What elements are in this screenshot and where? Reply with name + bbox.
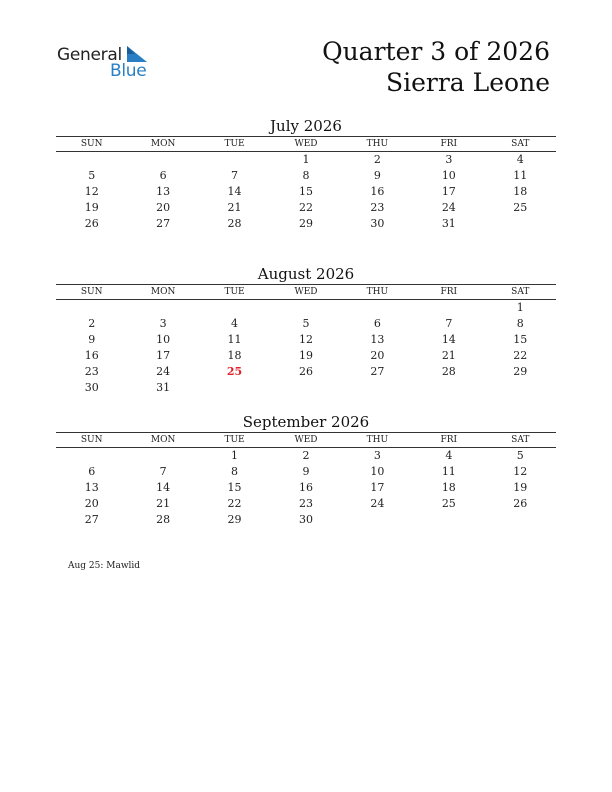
day-cell: 31	[156, 381, 171, 394]
day-cell: 27	[84, 513, 99, 526]
weekday-header: TUE	[199, 137, 270, 152]
day-cell: 18	[513, 185, 528, 198]
day-cell: 21	[227, 201, 242, 214]
weekday-header: SAT	[485, 433, 556, 448]
empty-day-cell	[485, 216, 556, 232]
day-cell: 26	[513, 497, 528, 510]
week-row	[56, 496, 556, 512]
empty-day-cell	[199, 300, 270, 317]
week-row	[56, 332, 556, 348]
empty-day-cell	[270, 300, 341, 317]
weekday-header-row	[56, 137, 556, 152]
day-cell: 22	[298, 201, 313, 214]
day-cell: 13	[156, 185, 171, 198]
day-cell: 27	[370, 365, 385, 378]
empty-day-cell	[413, 300, 484, 317]
day-cell: 18	[441, 481, 456, 494]
week-row	[56, 168, 556, 184]
weekday-header: THU	[342, 137, 413, 152]
weekday-header: FRI	[413, 137, 484, 152]
day-cell: 9	[373, 169, 381, 182]
empty-day-cell	[485, 380, 556, 396]
empty-day-cell	[127, 448, 198, 465]
weekday-header-row	[56, 285, 556, 300]
day-cell: 20	[84, 497, 99, 510]
day-cell: 23	[298, 497, 313, 510]
day-cell: 4	[516, 153, 524, 166]
day-cell: 29	[227, 513, 242, 526]
week-row	[56, 512, 556, 528]
day-cell: 16	[84, 349, 99, 362]
week-row	[56, 216, 556, 232]
weekday-header: SAT	[485, 137, 556, 152]
week-row	[56, 380, 556, 396]
day-cell: 24	[370, 497, 385, 510]
month-title: September 2026	[242, 413, 370, 431]
weekday-header: TUE	[199, 285, 270, 300]
day-cell: 8	[302, 169, 310, 182]
day-cell: 23	[84, 365, 99, 378]
day-cell: 20	[156, 201, 171, 214]
empty-day-cell	[56, 448, 127, 465]
month-block-august	[56, 265, 556, 396]
empty-day-cell	[342, 512, 413, 528]
day-cell: 17	[370, 481, 385, 494]
empty-day-cell	[342, 300, 413, 317]
empty-day-cell	[342, 380, 413, 396]
day-cell: 29	[513, 365, 528, 378]
day-cell: 23	[370, 201, 385, 214]
day-cell: 5	[88, 169, 96, 182]
day-cell: 26	[84, 217, 99, 230]
holiday-notes	[68, 560, 140, 572]
week-row	[56, 448, 556, 465]
month-calendar-table	[56, 432, 556, 528]
day-cell: 24	[156, 365, 171, 378]
day-cell: 19	[298, 349, 313, 362]
day-cell: 5	[516, 449, 524, 462]
empty-day-cell	[56, 300, 127, 317]
week-row	[56, 152, 556, 169]
day-cell: 31	[441, 217, 456, 230]
day-cell: 21	[156, 497, 171, 510]
weekday-header: FRI	[413, 285, 484, 300]
logo-text-blue: Blue	[110, 61, 147, 81]
day-cell: 29	[298, 217, 313, 230]
weekday-header: SUN	[56, 285, 127, 300]
day-cell: 13	[84, 481, 99, 494]
weekday-header: THU	[342, 285, 413, 300]
day-cell: 7	[231, 169, 239, 182]
day-cell: 14	[227, 185, 242, 198]
holiday-note: Aug 25: Mawlid	[68, 561, 141, 571]
day-cell: 15	[298, 185, 313, 198]
day-cell: 6	[159, 169, 167, 182]
day-cell: 8	[231, 465, 239, 478]
day-cell: 25	[513, 201, 528, 214]
month-block-september	[56, 413, 556, 528]
title-country: Sierra Leone	[385, 68, 550, 97]
empty-day-cell	[127, 300, 198, 317]
day-cell: 16	[298, 481, 313, 494]
day-cell: 12	[84, 185, 99, 198]
month-calendar-table	[56, 284, 556, 396]
day-cell: 14	[156, 481, 171, 494]
holiday-day-cell: 25	[226, 365, 243, 378]
day-cell: 15	[513, 333, 528, 346]
logo-text-general: General	[57, 45, 122, 65]
day-cell: 30	[84, 381, 99, 394]
day-cell: 19	[84, 201, 99, 214]
weekday-header: MON	[127, 433, 198, 448]
day-cell: 21	[441, 349, 456, 362]
weekday-header: SAT	[485, 285, 556, 300]
day-cell: 17	[156, 349, 171, 362]
week-row	[56, 364, 556, 380]
empty-day-cell	[199, 152, 270, 169]
empty-day-cell	[199, 380, 270, 396]
week-row	[56, 348, 556, 364]
day-cell: 2	[88, 317, 96, 330]
day-cell: 25	[441, 497, 456, 510]
day-cell: 7	[445, 317, 453, 330]
day-cell: 16	[370, 185, 385, 198]
weekday-header: WED	[270, 433, 341, 448]
weekday-header: TUE	[199, 433, 270, 448]
day-cell: 3	[445, 153, 453, 166]
weekday-header: WED	[270, 137, 341, 152]
day-cell: 12	[298, 333, 313, 346]
day-cell: 1	[302, 153, 310, 166]
week-row	[56, 184, 556, 200]
day-cell: 26	[298, 365, 313, 378]
day-cell: 11	[227, 333, 242, 346]
day-cell: 28	[156, 513, 171, 526]
weekday-header: MON	[127, 285, 198, 300]
week-row	[56, 480, 556, 496]
month-title: August 2026	[257, 265, 355, 283]
empty-day-cell	[413, 512, 484, 528]
empty-day-cell	[485, 512, 556, 528]
day-cell: 13	[370, 333, 385, 346]
weekday-header: WED	[270, 285, 341, 300]
day-cell: 4	[231, 317, 239, 330]
day-cell: 9	[88, 333, 96, 346]
day-cell: 22	[513, 349, 528, 362]
day-cell: 17	[441, 185, 456, 198]
weekday-header: THU	[342, 433, 413, 448]
day-cell: 8	[516, 317, 524, 330]
day-cell: 1	[516, 301, 524, 314]
day-cell: 10	[370, 465, 385, 478]
day-cell: 10	[156, 333, 171, 346]
day-cell: 11	[513, 169, 528, 182]
day-cell: 6	[88, 465, 96, 478]
day-cell: 1	[231, 449, 239, 462]
day-cell: 7	[159, 465, 167, 478]
day-cell: 28	[227, 217, 242, 230]
day-cell: 3	[373, 449, 381, 462]
day-cell: 18	[227, 349, 242, 362]
day-cell: 22	[227, 497, 242, 510]
day-cell: 2	[302, 449, 310, 462]
weekday-header: MON	[127, 137, 198, 152]
day-cell: 3	[159, 317, 167, 330]
weekday-header: SUN	[56, 137, 127, 152]
empty-day-cell	[413, 380, 484, 396]
day-cell: 2	[373, 153, 381, 166]
empty-day-cell	[56, 152, 127, 169]
week-row	[56, 300, 556, 317]
day-cell: 15	[227, 481, 242, 494]
day-cell: 10	[441, 169, 456, 182]
day-cell: 30	[298, 513, 313, 526]
day-cell: 12	[513, 465, 528, 478]
day-cell: 5	[302, 317, 310, 330]
title-quarter: Quarter 3 of 2026	[322, 37, 550, 66]
day-cell: 28	[441, 365, 456, 378]
week-row	[56, 200, 556, 216]
day-cell: 14	[441, 333, 456, 346]
day-cell: 11	[441, 465, 456, 478]
page-title	[322, 36, 550, 98]
logo-flag-icon	[123, 46, 147, 62]
day-cell: 6	[373, 317, 381, 330]
weekday-header-row	[56, 433, 556, 448]
month-title: July 2026	[270, 117, 342, 135]
month-calendar-table	[56, 136, 556, 232]
day-cell: 20	[370, 349, 385, 362]
general-blue-logo	[57, 42, 157, 82]
weekday-header: SUN	[56, 433, 127, 448]
day-cell: 24	[441, 201, 456, 214]
empty-day-cell	[127, 152, 198, 169]
week-row	[56, 464, 556, 480]
month-block-july	[56, 117, 556, 232]
day-cell: 19	[513, 481, 528, 494]
day-cell: 27	[156, 217, 171, 230]
day-cell: 4	[445, 449, 453, 462]
week-row	[56, 316, 556, 332]
weekday-header: FRI	[413, 433, 484, 448]
empty-day-cell	[270, 380, 341, 396]
day-cell: 9	[302, 465, 310, 478]
day-cell: 30	[370, 217, 385, 230]
